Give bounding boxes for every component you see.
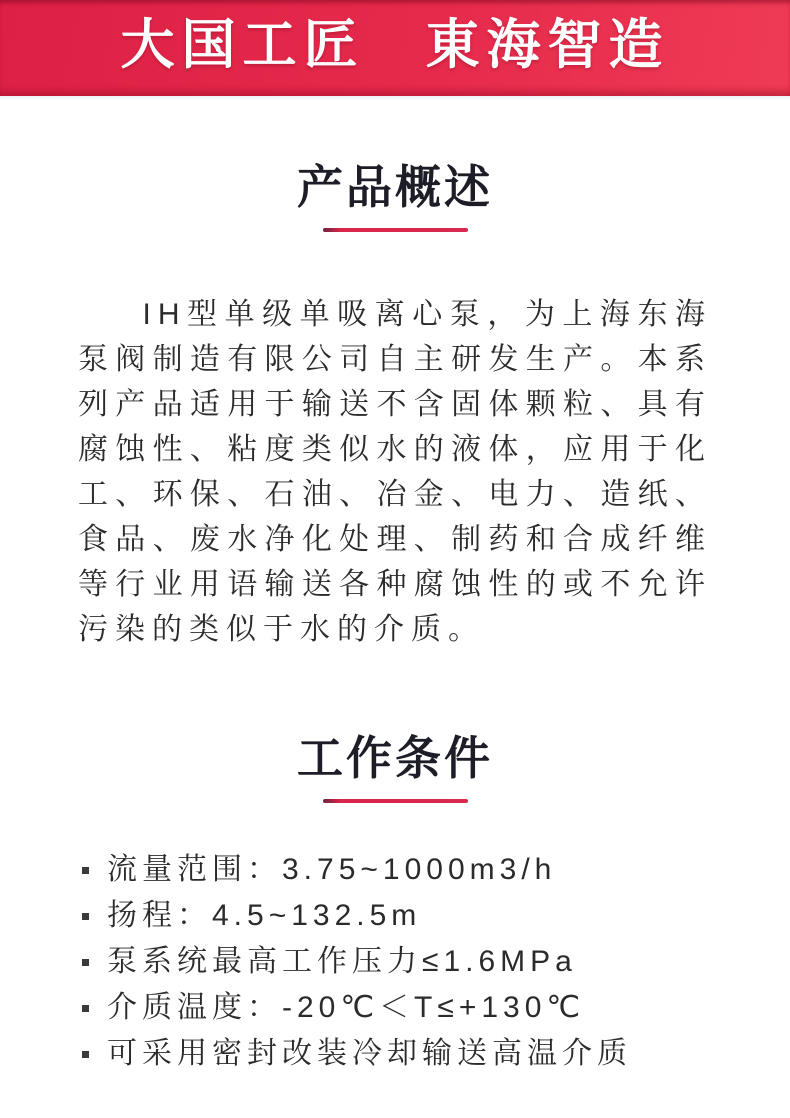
conditions-list [72,847,730,1077]
bullet-dot [82,959,89,966]
list-item [72,893,730,939]
list-item [72,1031,730,1077]
list-item [72,847,730,893]
conditions-section-title: 工作条件 [297,732,493,784]
banner-underlay [0,96,790,101]
overview-title-underline [323,228,468,232]
banner-title: 大国工匠 東海智造 [120,15,670,75]
section-conditions [0,734,790,1077]
overview-section-title: 产品概述 [297,161,493,213]
top-banner [0,0,790,96]
bullet-dot [82,1005,89,1012]
overview-paragraph: IH型单级单吸离心泵，为上海东海泵阀制造有限公司自主研发生产。本系列产品适用于输送不含固体颗粒、具有腐蚀性、粘度类似水的液体，应用于化工、环保、石油、冶金、电力、造纸、食品、废水净化处理、制药和合成纤维等行业用语输送各种腐蚀性的或不允许污染的类似于水的介质。 [78,298,712,646]
bullet-dot [82,1051,89,1058]
bullet-dot [82,867,89,874]
section-overview [0,163,790,652]
condition-text-seal-cooling: 可采用密封改装冷却输送高温介质 [107,1037,632,1070]
list-item [72,985,730,1031]
condition-text-max-pressure: 泵系统最高工作压力≤1.6MPa [107,945,577,978]
condition-text-medium-temperature: 介质温度：-20℃＜T≤+130℃ [107,991,586,1024]
bullet-dot [82,913,89,920]
list-item [72,939,730,985]
condition-text-flow-range: 流量范围：3.75~1000m3/h [107,853,557,886]
condition-text-head: 扬程：4.5~132.5m [107,899,422,932]
conditions-title-underline [323,799,468,803]
